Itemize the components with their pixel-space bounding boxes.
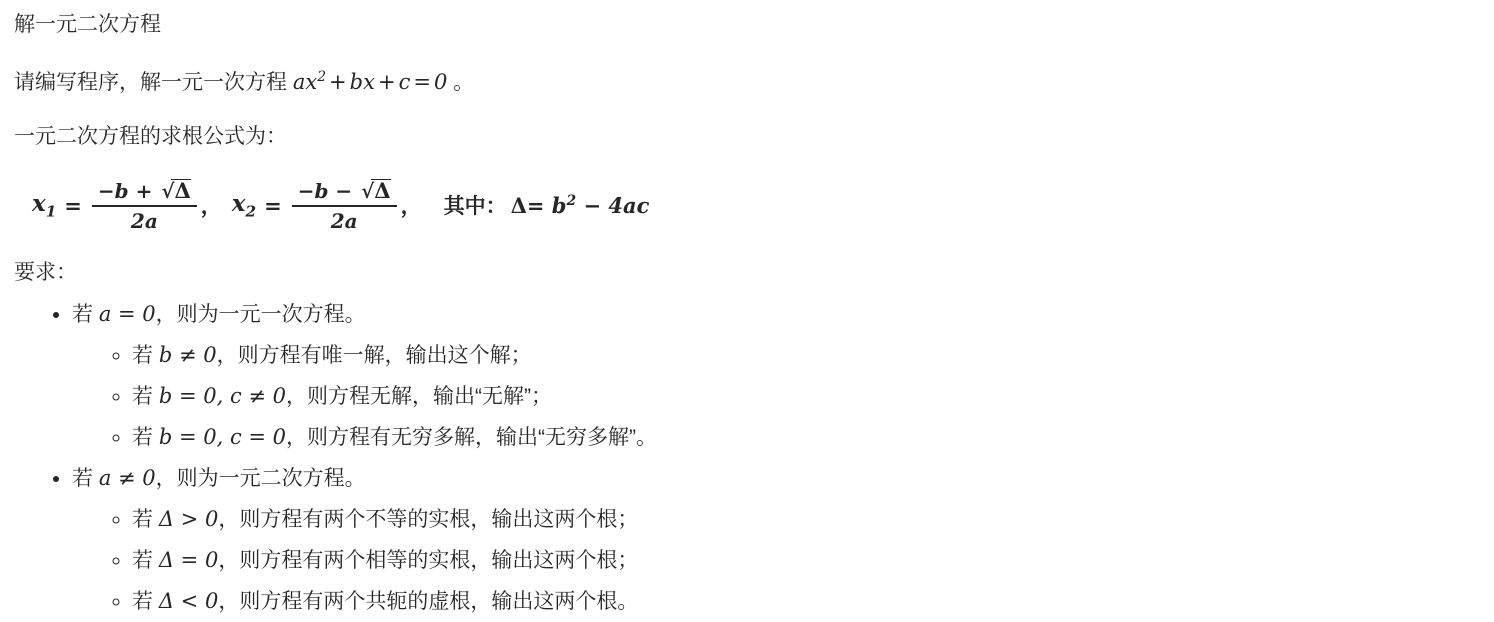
- x1-numerator: [92, 178, 197, 205]
- req-0-1-math: b = 0, c ≠ 0: [158, 384, 287, 408]
- list-item: [72, 458, 1494, 622]
- list-item: [72, 294, 1494, 458]
- x2-subscript: 2: [245, 202, 257, 221]
- req-0-0-post: ，则方程有唯一解，输出这个解；: [216, 344, 532, 367]
- req-1-math: a ≠ 0: [98, 466, 156, 490]
- req-1-1-pre: 若: [132, 549, 159, 572]
- req-1-2-pre: 若: [132, 590, 159, 613]
- list-item: [132, 581, 1494, 622]
- req-1-0-math: Δ > 0: [158, 507, 219, 531]
- x1-equals: =: [64, 192, 82, 218]
- x2-fraction: [292, 178, 397, 233]
- formula-lead: 一元二次方程的求根公式为：: [14, 125, 287, 148]
- plus-sign: +: [135, 178, 153, 203]
- where-label: 其中：: [443, 195, 507, 218]
- b-var-2: b: [314, 178, 329, 203]
- page-title: 解一元二次方程: [14, 13, 161, 36]
- list-item: [132, 335, 1494, 376]
- delta-definition: $\Delta= b^2 - 4ac$: [510, 192, 650, 218]
- sqrt-sign: √: [161, 178, 175, 203]
- minus-sign-2: −: [297, 178, 315, 203]
- minus-sign-3: −: [335, 178, 353, 203]
- x1-term: [32, 178, 199, 233]
- list-item: [132, 376, 1494, 417]
- req-0-math: a = 0: [98, 302, 156, 326]
- req-0-post: ，则为一元一次方程。: [155, 303, 366, 326]
- req-0-2-pre: 若: [132, 426, 159, 449]
- intro-text-after: 。: [447, 71, 475, 94]
- list-item: [132, 499, 1494, 540]
- intro-equation: $ax^2$ + bx + c = 0: [292, 69, 448, 94]
- b-var: b: [114, 178, 129, 203]
- req-1-0-post: ，则方程有两个不等的实根，输出这两个根；: [218, 508, 639, 531]
- delta-symbol: Δ: [174, 177, 191, 203]
- req-1-2-post: ，则方程有两个共轭的虚根，输出这两个根。: [218, 590, 639, 613]
- x2-numerator: [292, 178, 397, 205]
- x1-fraction: [92, 178, 197, 233]
- formula-comma-2: ，: [400, 195, 422, 218]
- delta-symbol-2: Δ: [374, 177, 391, 203]
- x1-variable: $x_1$: [32, 189, 57, 221]
- x1-subscript: 1: [45, 202, 57, 221]
- req-1-1-post: ，则方程有两个相等的实根，输出这两个根；: [218, 549, 639, 572]
- x2-denominator: 2a: [330, 208, 358, 233]
- req-0-pre: 若: [72, 303, 99, 326]
- req-0-1-post: ，则方程无解，输出“无解”；: [286, 385, 553, 408]
- minus-sign: −: [97, 178, 115, 203]
- requirements-sublist-0: [72, 335, 1494, 458]
- requirements-list: [14, 294, 1494, 622]
- req-0-1-pre: 若: [132, 385, 159, 408]
- quadratic-root-formula: [32, 174, 1494, 236]
- requirements-label: 要求：: [14, 261, 77, 284]
- list-item: [132, 417, 1494, 458]
- sqrt-delta-2: [359, 178, 390, 203]
- list-item: [132, 540, 1494, 581]
- sqrt-delta: [159, 178, 190, 203]
- sqrt-sign-2: √: [361, 178, 375, 203]
- intro-paragraph: [14, 60, 1494, 100]
- x2-variable: $x_2$: [231, 189, 257, 221]
- req-0-2-math: b = 0, c = 0: [158, 425, 287, 449]
- req-0-2-post: ，则方程有无穷多解，输出“无穷多解”。: [286, 426, 658, 449]
- req-1-0-pre: 若: [132, 508, 159, 531]
- x1-denominator: 2a: [130, 208, 158, 233]
- req-1-pre: 若: [72, 467, 99, 490]
- req-0-0-math: b ≠ 0: [158, 343, 217, 367]
- req-1-post: ，则为一元二次方程。: [155, 467, 366, 490]
- req-0-0-pre: 若: [132, 344, 159, 367]
- req-1-1-math: Δ = 0: [158, 548, 219, 572]
- x2-term: [232, 178, 399, 233]
- intro-text-before: 请编写程序，解一元一次方程: [14, 71, 293, 94]
- x2-equals: =: [264, 192, 282, 218]
- req-1-2-math: Δ < 0: [158, 589, 219, 613]
- formula-comma-1: ，: [200, 195, 222, 218]
